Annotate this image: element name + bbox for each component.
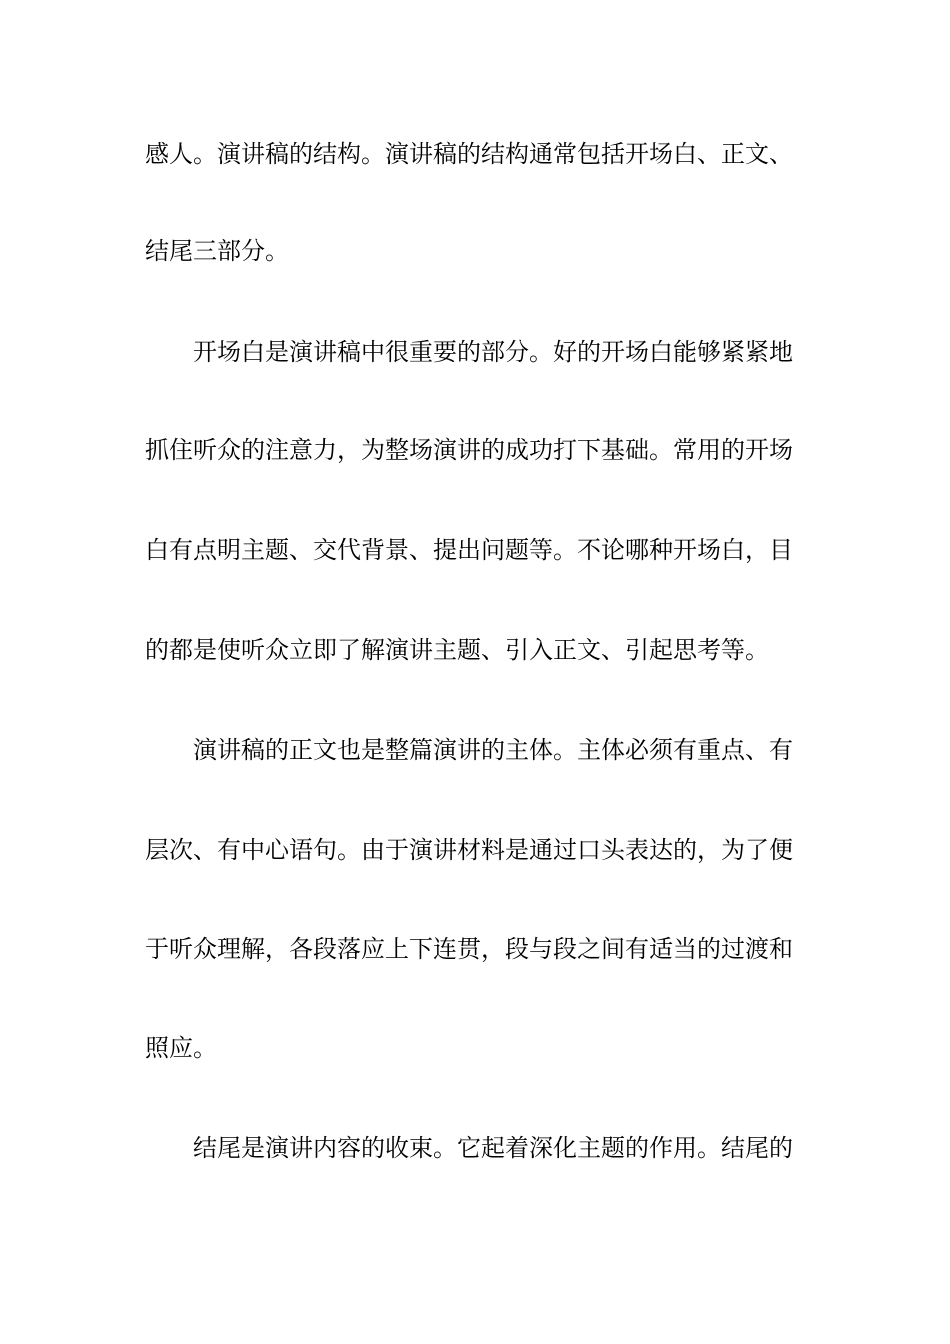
text-line: 层次、有中心语句。由于演讲材料是通过口头表达的，为了便	[145, 836, 793, 864]
text-line: 结尾三部分。	[145, 237, 289, 265]
text-line: 照应。	[145, 1034, 217, 1062]
text-line: 感人。演讲稿的结构。演讲稿的结构通常包括开场白、正文、	[145, 140, 793, 168]
paragraph-first-line: 演讲稿的正文也是整篇演讲的主体。主体必须有重点、有	[193, 736, 793, 764]
text-line: 白有点明主题、交代背景、提出问题等。不论哪种开场白，目	[145, 536, 793, 564]
text-line: 抓住听众的注意力，为整场演讲的成功打下基础。常用的开场	[145, 436, 793, 464]
text-line: 于听众理解，各段落应上下连贯，段与段之间有适当的过渡和	[145, 935, 793, 963]
paragraph-first-line: 开场白是演讲稿中很重要的部分。好的开场白能够紧紧地	[193, 338, 793, 366]
text-line: 的都是使听众立即了解演讲主题、引入正文、引起思考等。	[145, 636, 769, 664]
paragraph-first-line: 结尾是演讲内容的收束。它起着深化主题的作用。结尾的	[193, 1134, 793, 1162]
